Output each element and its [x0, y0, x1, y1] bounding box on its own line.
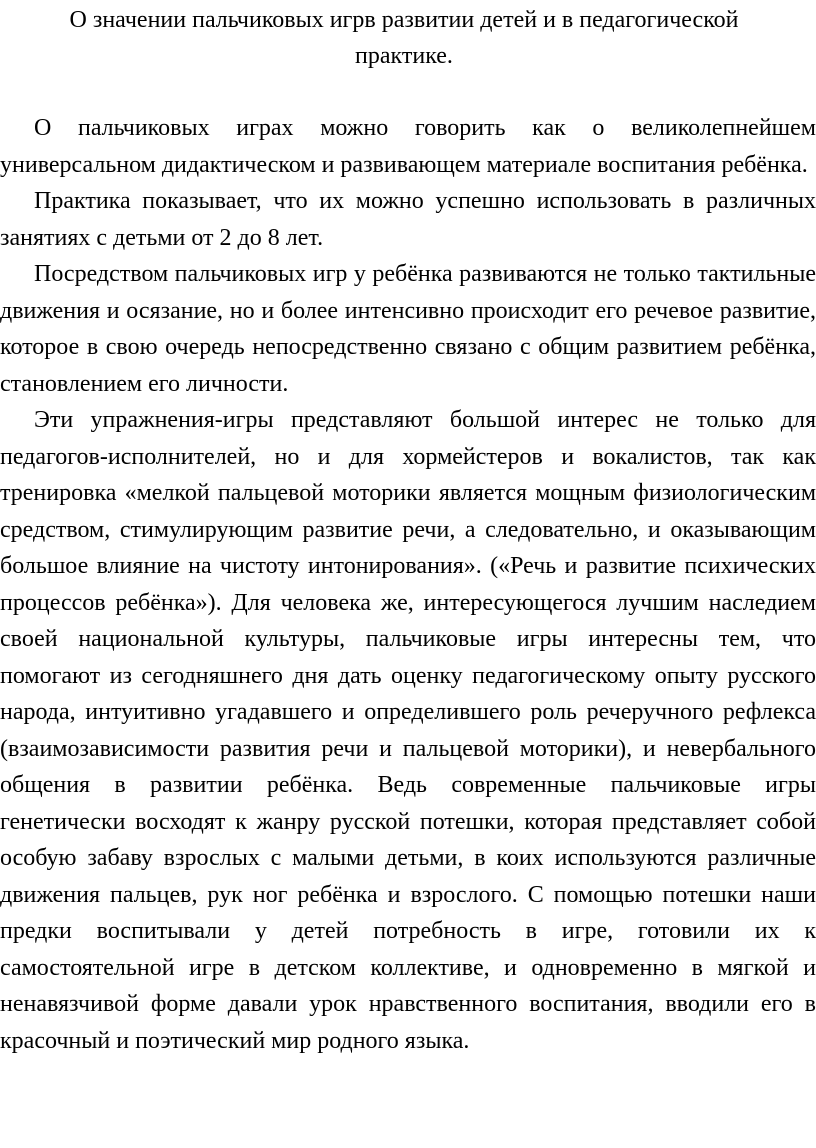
- paragraph-1: О пальчиковых играх можно говорить как о великолепнейшем универсальном дидактическом и развивающем материале воспитания ребёнка.: [0, 115, 816, 178]
- title-spacer: [0, 74, 816, 110]
- paragraph-2: Практика показывает, что их можно успешно использовать в различных занятиях с детьми от 2 до 8 лет.: [0, 188, 816, 251]
- document-title: О значении пальчиковых игрв развитии детей и в педагогической практике.: [69, 7, 739, 69]
- paragraph-3: Посредством пальчиковых игр у ребёнка развиваются не только тактильные движения и осязание, но и более интенсивно происходит его речевое развитие, которое в свою очередь непосредственно связано с общим развитием ребёнка, становлением его личности.: [0, 261, 816, 397]
- paragraph-4: Эти упражнения-игры представляют большой интерес не только для педагогов-исполнителей, но и для хормейстеров и вокалистов, так как тренировка «мелкой пальцевой моторики является мощным физиологическим средством, стимулирующим развитие речи, а следовательно, и оказывающим большое влияние на чистоту интонирования». («Речь и развитие психических процессов ребёнка»). Для человека же, интересующегося лучшим наследием своей национальной культуры, пальчиковые игры интересны тем, что помогают из сегодняшнего дня дать оценку педагогическому опыту русского народа, интуитивно угадавшего и определившего роль речеручного рефлекса (взаимозависимости развития речи и пальцевой моторики), и невербального общения в развитии ребёнка. Ведь современные пальчиковые игры генетически восходят к жанру русской потешки, которая представляет собой особую забаву взрослых с малыми детьми, в коих используются различные движения пальцев, рук ног ребёнка и взрослого. С помощью потешки наши предки воспитывали у детей потребность в игре, готовили их к самостоятельной игре в детском коллективе, и одновременно в мягкой и ненавязчивой форме давали урок нравственного воспитания, вводили его в красочный и поэтический мир родного языка.: [0, 407, 816, 1054]
